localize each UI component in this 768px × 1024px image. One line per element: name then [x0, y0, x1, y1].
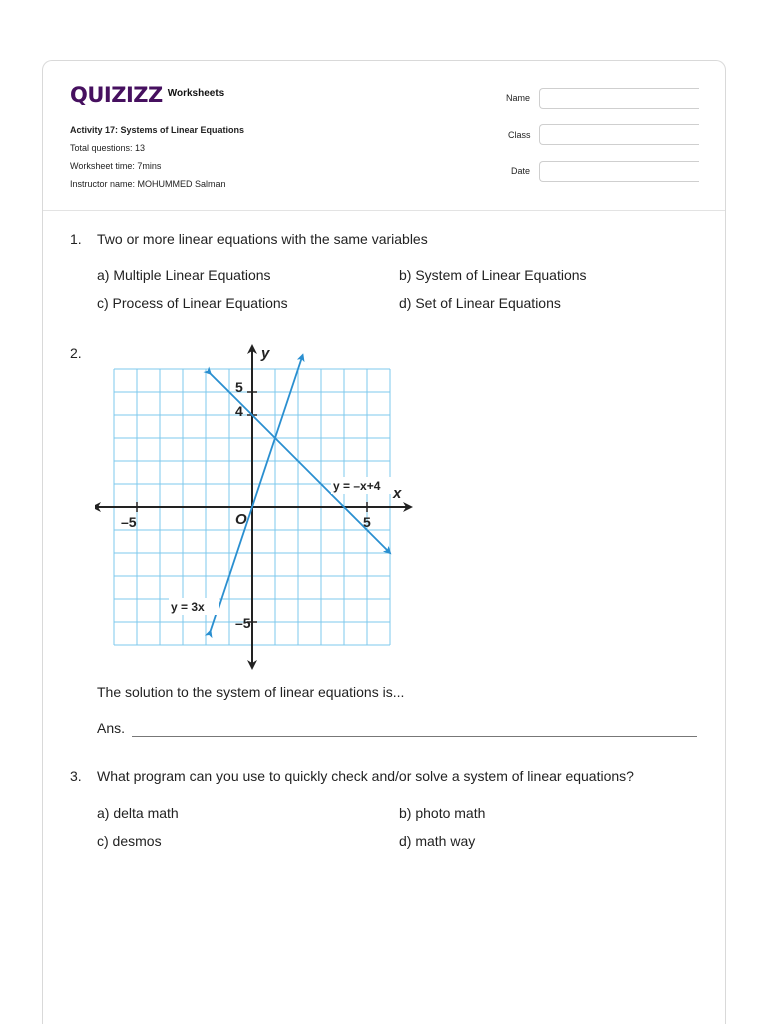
class-field[interactable] — [539, 124, 699, 145]
answer-label: Ans. — [97, 720, 126, 736]
question-3-option-d[interactable]: d) math way — [399, 833, 476, 849]
worksheet-meta — [70, 121, 244, 193]
question-2-number: 2. — [70, 345, 82, 361]
logo-wordmark: QUIZIZZ — [70, 83, 163, 107]
graph-labels — [121, 345, 402, 631]
worksheet-header — [43, 61, 726, 211]
question-2-text: The solution to the system of linear equations is... — [97, 684, 405, 700]
question-3-option-c[interactable]: c) desmos — [97, 833, 162, 849]
name-field[interactable] — [539, 88, 699, 109]
worksheet-time: Worksheet time: 7mins — [70, 161, 162, 171]
y-axis-label: y — [261, 345, 270, 362]
question-3-text: What program can you use to quickly check and/or solve a system of linear equations? — [97, 768, 634, 784]
class-label: Class — [508, 130, 531, 140]
tick-label-y-4: 4 — [235, 403, 243, 419]
total-questions: Total questions: 13 — [70, 143, 146, 153]
answer-line[interactable] — [132, 736, 697, 737]
question-1-option-a[interactable]: a) Multiple Linear Equations — [97, 267, 271, 283]
series-line-y-3x — [211, 355, 303, 631]
question-1-option-d[interactable]: d) Set of Linear Equations — [399, 295, 561, 311]
instructor-name: Instructor name: MOHUMMED Salman — [70, 179, 226, 189]
date-label: Date — [511, 166, 531, 176]
question-3-option-a[interactable]: a) delta math — [97, 805, 179, 821]
tick-label-y-neg-5: –5 — [235, 615, 251, 631]
quizizz-logo — [70, 83, 224, 107]
question-1-number: 1. — [70, 231, 82, 247]
activity-title: Activity 17: Systems of Linear Equations — [70, 125, 245, 135]
linear-equations-graph — [95, 340, 415, 670]
x-axis-label: x — [393, 485, 402, 502]
name-label: Name — [506, 93, 531, 103]
question-1-option-c[interactable]: c) Process of Linear Equations — [97, 295, 288, 311]
tick-label-y-pos-5: 5 — [235, 379, 243, 395]
tick-label-x-neg-5: –5 — [121, 514, 137, 530]
question-1-text: Two or more linear equations with the same variables — [97, 231, 428, 247]
series-label-y-3x: y = 3x — [171, 600, 205, 614]
question-1-option-b[interactable]: b) System of Linear Equations — [399, 267, 587, 283]
tick-label-x-pos-5: 5 — [363, 514, 371, 530]
logo-subtitle: Worksheets — [167, 88, 225, 99]
date-field[interactable] — [539, 161, 699, 182]
origin-label: O — [235, 511, 247, 528]
question-3-option-b[interactable]: b) photo math — [399, 805, 486, 821]
series-label-y-neg-x-plus-4: y = –x+4 — [333, 479, 381, 493]
question-3-number: 3. — [70, 768, 82, 784]
